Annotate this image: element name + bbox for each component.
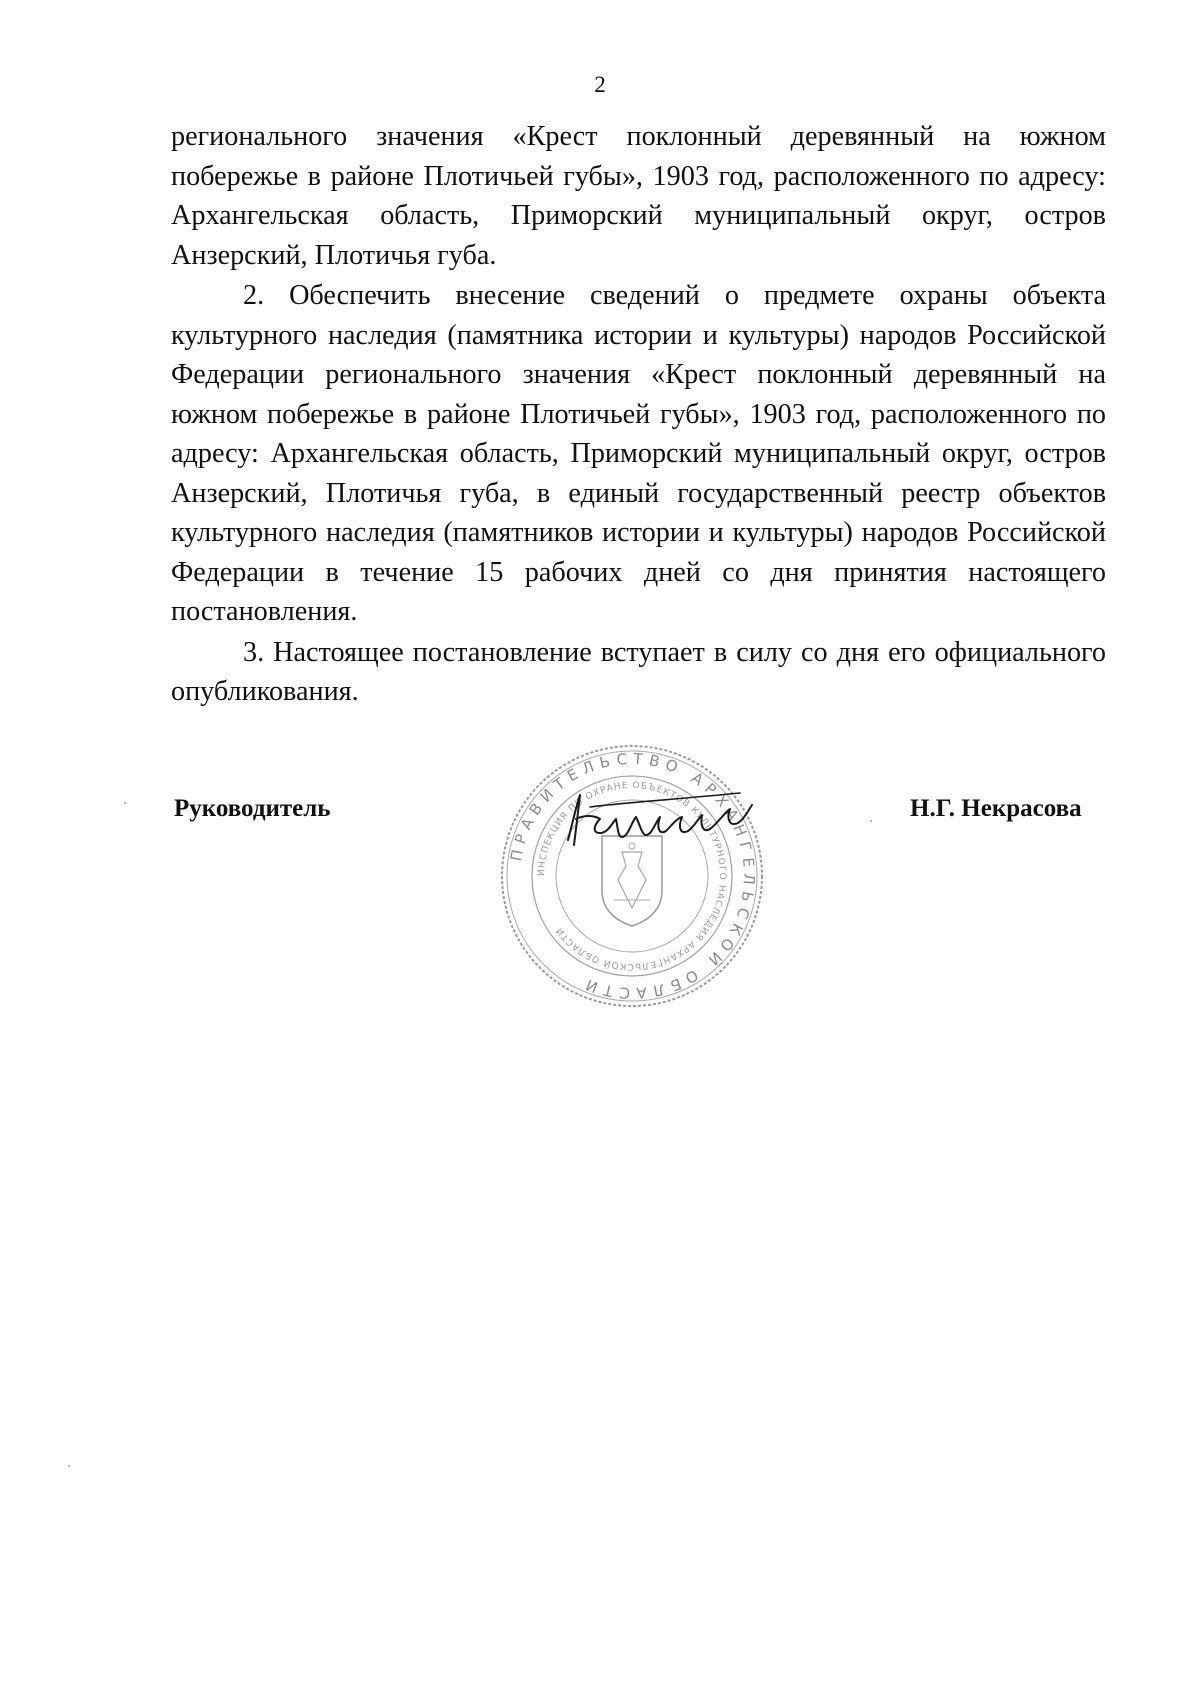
stamp-inner-text: ИНСПЕКЦИЯ ПО ОХРАНЕ ОБЪЕКТОВ КУЛЬТУРНОГО НАСЛЕДИЯ АРХАНГЕЛЬСКОЙ ОБЛАСТИ	[536, 780, 728, 972]
stamp-outer-text: ПРАВИТЕЛЬСТВО АРХАНГЕЛЬСКОЙ ОБЛАСТИ	[506, 749, 759, 1003]
page-number: 2	[594, 72, 606, 97]
signatory-name: Н.Г. Некрасова	[910, 795, 1082, 822]
official-stamp	[496, 740, 768, 1012]
handwritten-signature	[560, 785, 760, 855]
scan-speck	[870, 820, 872, 822]
paragraph-2: 2. Обеспечить внесение сведений о предмете охраны объекта культурного наследия (памятника истории и культуры) народов Российской Федерации регионального значения «Крест поклонный деревянный на южном побережье в районе Плотичьей губы», 1903 год, расположенного по адресу: Архангельская область, Приморский муниципальный округ, остров Анзерский, Плотичья губа, в единый государственный реестр объектов культурного наследия (памятников истории и культуры) народов Российской Федерации в течение 15 рабочих дней со дня принятия настоящего постановления.	[171, 280, 1106, 627]
document-body	[171, 117, 1106, 713]
scan-speck	[68, 1465, 70, 1467]
scan-speck	[124, 802, 126, 804]
paragraph-3: 3. Настоящее постановление вступает в силу со дня его официального опубликования.	[171, 636, 1106, 707]
signatory-title: Руководитель	[174, 795, 331, 822]
paragraph-1-continuation: регионального значения «Крест поклонный деревянный на южном побережье в районе Плотичьей губы», 1903 год, расположенного по адресу: Архангельская область, Приморский муниципальный округ, остров Анзерский, Плотичья губа.	[171, 121, 1106, 271]
